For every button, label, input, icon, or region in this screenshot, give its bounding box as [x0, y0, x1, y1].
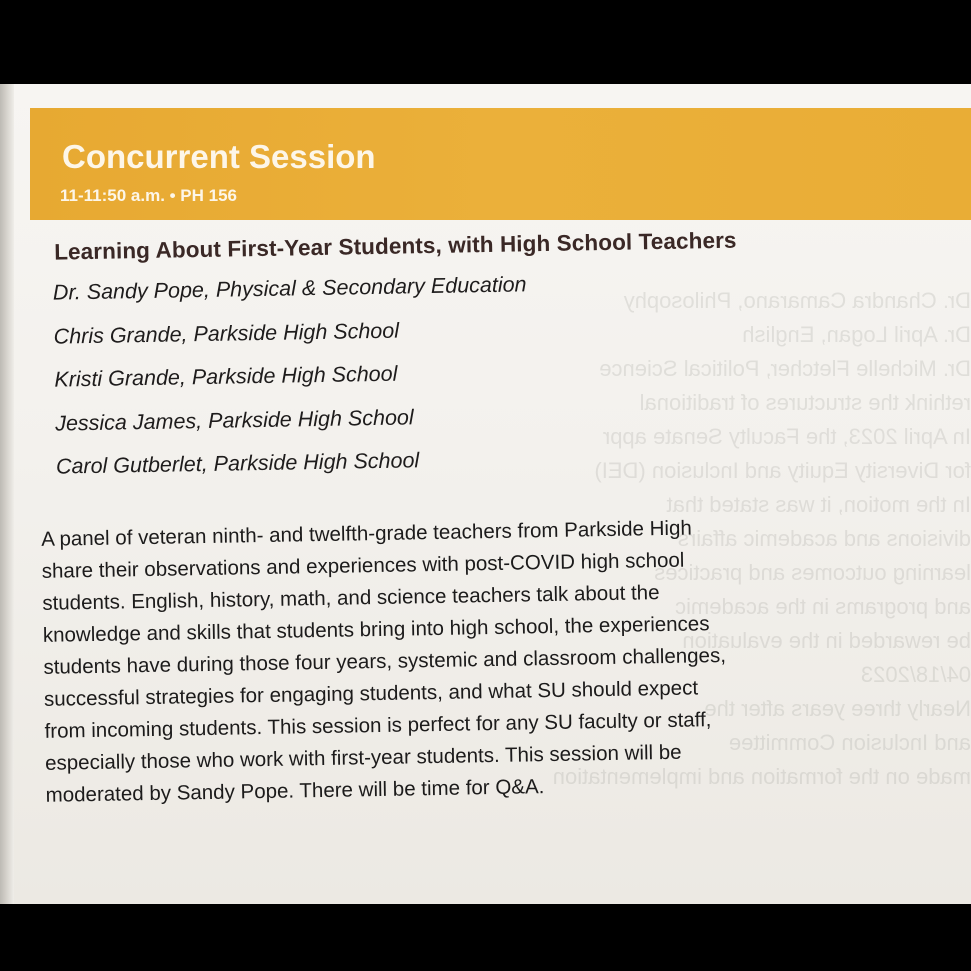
session-type-heading: Concurrent Session — [62, 138, 376, 175]
presenter-list — [53, 256, 935, 489]
program-page — [0, 84, 971, 904]
session-title: Learning About First-Year Students, with High School Teachers — [53, 227, 737, 265]
description-line: moderated by Sandy Pope. There will be time for Q&A. — [45, 774, 545, 807]
description-line: share their observations and experiences with post-COVID high school — [41, 548, 685, 583]
description-line: A panel of veteran ninth- and twelfth-grade teachers from Parkside High — [41, 515, 692, 551]
session-content — [30, 224, 940, 811]
presenter-item: Chris Grande, Parkside High School — [53, 318, 400, 349]
presenter-item: Kristi Grande, Parkside High School — [54, 361, 398, 392]
description-line: successful strategies for engaging students, and what SU should expect — [43, 675, 699, 711]
session-header-band — [30, 108, 971, 220]
presenter-item: Dr. Sandy Pope, Physical & Secondary Education — [52, 272, 527, 305]
session-description — [41, 508, 940, 812]
session-time-location: 11-11:50 a.m. • PH 156 — [60, 186, 238, 205]
description-line: students have during those four years, systemic and classroom challenges, — [43, 643, 727, 679]
page-edge — [0, 84, 14, 904]
description-line: from incoming students. This session is perfect for any SU faculty or staff, — [44, 707, 712, 743]
description-line: knowledge and skills that students bring into high school, the experiences — [42, 611, 710, 647]
description-line: especially those who work with first-year students. This session will be — [44, 740, 682, 775]
presenter-item: Jessica James, Parkside High School — [54, 404, 414, 436]
description-line: students. English, history, math, and science teachers talk about the — [42, 580, 660, 615]
presenter-item: Carol Gutberlet, Parkside High School — [55, 448, 420, 479]
show-through-text: Dr. Chandra Camarano, Philosophy Dr. April Logan, English Dr. Michelle Fletcher, Political Science rethink the structures of traditional In April 2023, the Faculty Senate appr for Diversity Equity and Inclusion (DEI) In the motion, it was stated that divisions and academic affairs learning outcomes and practices and programs in the academic be rewarded in the evaluation 04/18/2023 Nearly three years after the and Inclusion Committee made on the formation and implementation — [552, 288, 971, 789]
